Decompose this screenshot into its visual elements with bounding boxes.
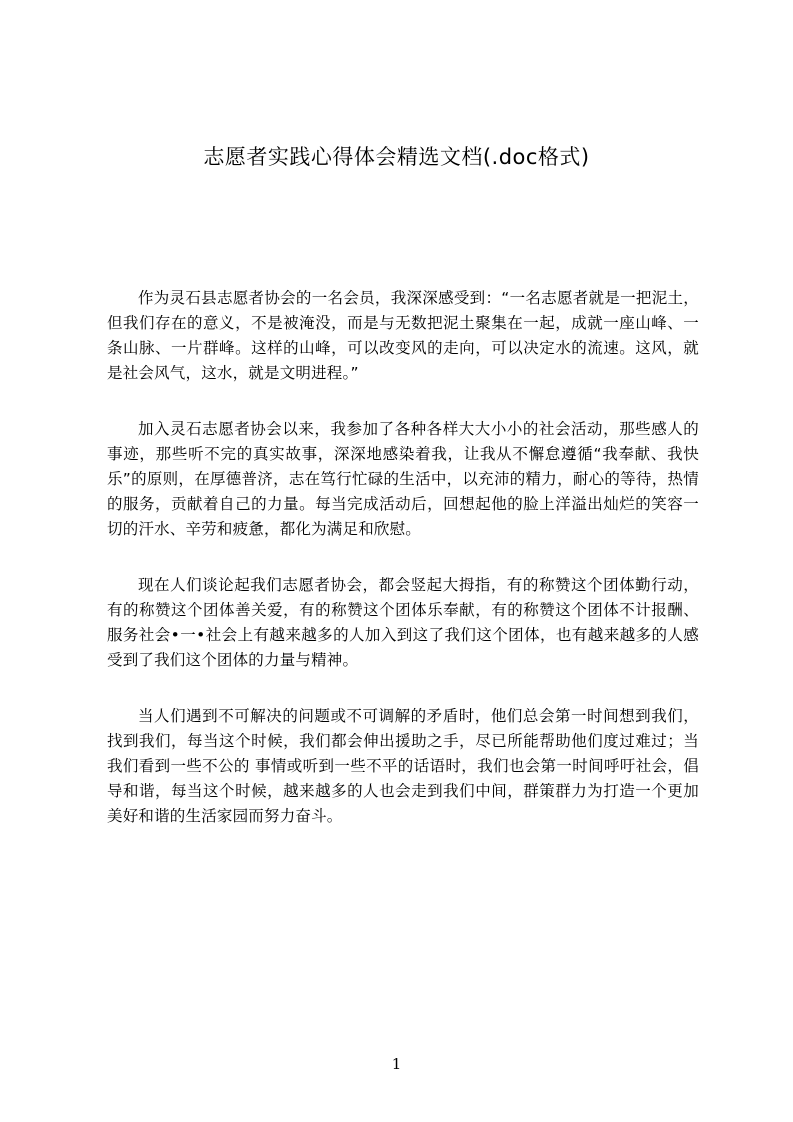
document-body bbox=[107, 286, 699, 860]
paragraph-4: 当人们遇到不可解决的问题或不可调解的矛盾时，他们总会第一时间想到我们，找到我们，每当这个时候，我们都会伸出援助之手，尽已所能帮助他们度过难过；当我们看到一些不公的 事情或听到一些不平的话语时，我们也会第一时间呼吁社会，倡导和谐，每当这个时候，越来越多的人也会走到我们中间，群策群力为打造一个更加美好和谐的生活家园而努力奋斗。 bbox=[107, 707, 699, 825]
paragraph-2: 加入灵石志愿者协会以来，我参加了各种各样大大小小的社会活动，那些感人的事迹，那些听不完的真实故事，深深地感染着我，让我从不懈怠遵循“我奉献、我快乐”的原则，在厚德普济，志在笃行忙碌的生活中，以充沛的精力，耐心的等待，热情的服务，贡献着自己的力量。每当完成活动后，回想起他的脸上洋溢出灿烂的笑容一切的汗水、辛劳和疲惫，都化为满足和欣慰。 bbox=[107, 420, 699, 538]
paragraph-1: 作为灵石县志愿者协会的一名会员，我深深感受到：“一名志愿者就是一把泥土，但我们存在的意义，不是被淹没，而是与无数把泥土聚集在一起，成就一座山峰、一条山脉、一片群峰。这样的山峰，可以改变风的走向，可以决定水的流速。这风，就是社会风气，这水，就是文明进程。” bbox=[107, 289, 699, 382]
paragraph-3: 现在人们谈论起我们志愿者协会，都会竖起大拇指，有的称赞这个团体勤行动，有的称赞这个团体善关爱，有的称赞这个团体乐奉献，有的称赞这个团体不计报酬、服务社会•一•社会上有越来越多的人加入到这了我们这个团体，也有越来越多的人感受到了我们这个团体的力量与精神。 bbox=[107, 576, 699, 669]
page-number: 1 bbox=[391, 1055, 402, 1073]
document-title: 志愿者实践心得体会精选文档(.doc格式) bbox=[203, 145, 590, 169]
